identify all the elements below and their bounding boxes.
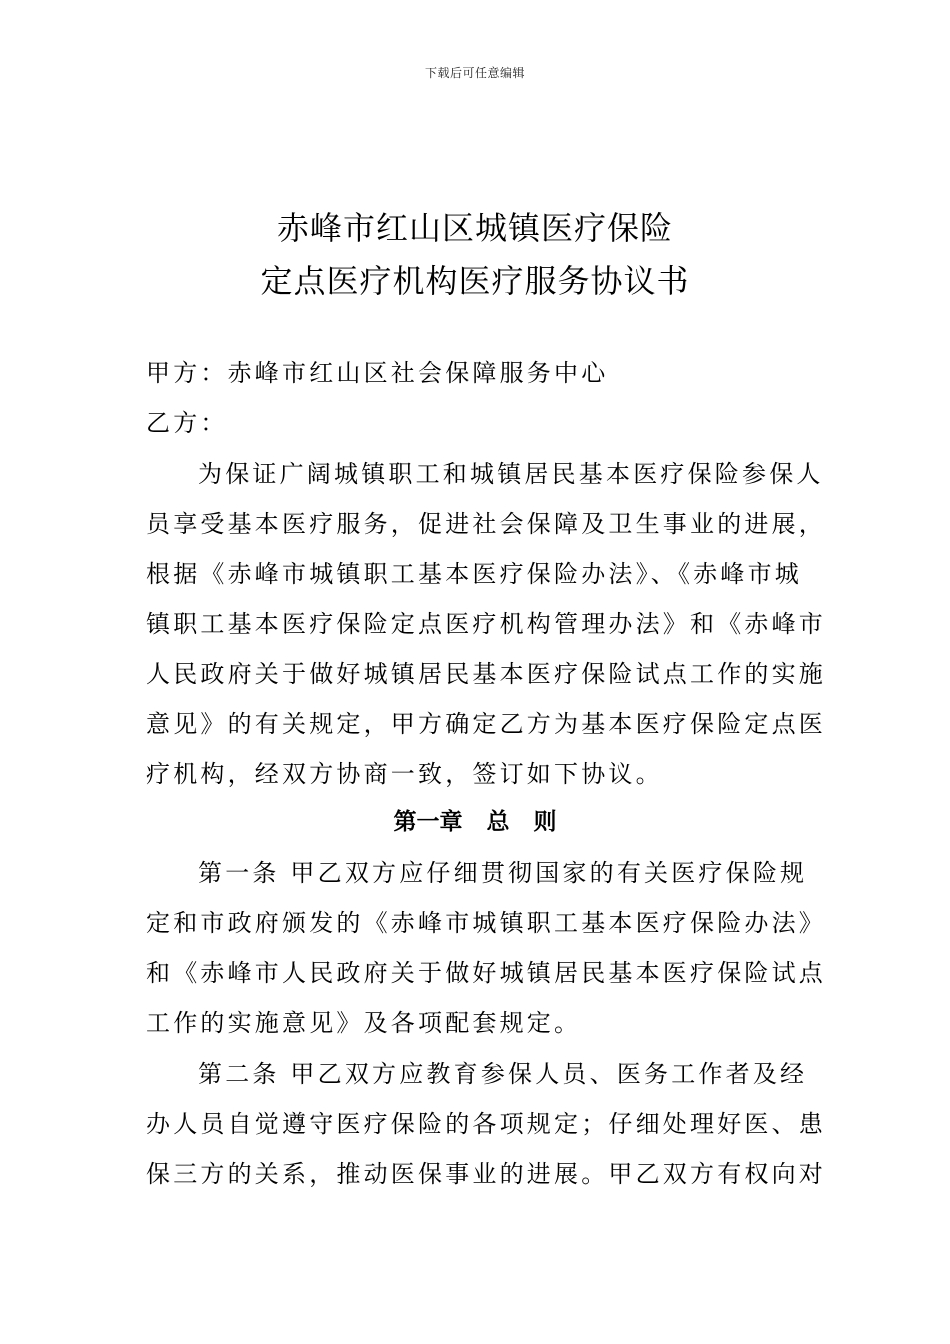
article-2-line: 办人员自觉遵守医疗保险的各项规定；仔细处理好医、患	[146, 1110, 826, 1138]
preamble-line: 镇职工基本医疗保险定点医疗机构管理办法》和《赤峰市	[146, 610, 826, 638]
preamble-line: 员享受基本医疗服务，促进社会保障及卫生事业的进展，	[146, 510, 826, 538]
header-note: 下载后可任意编辑	[424, 66, 525, 80]
article-1-line: 和《赤峰市人民政府关于做好城镇居民基本医疗保险试点	[146, 959, 826, 987]
preamble-line: 人民政府关于做好城镇居民基本医疗保险试点工作的实施	[146, 660, 826, 688]
preamble-line: 为保证广阔城镇职工和城镇居民基本医疗保险参保人	[198, 460, 824, 488]
preamble-line: 根据《赤峰市城镇职工基本医疗保险办法》、《赤峰市城	[146, 560, 802, 588]
chapter-heading: 第一章 总 则	[393, 809, 557, 835]
article-1-line: 定和市政府颁发的《赤峰市城镇职工基本医疗保险办法》	[146, 909, 826, 937]
preamble-line: 疗机构，经双方协商一致，签订如下协议。	[146, 760, 663, 788]
document-title-line-1: 赤峰市红山区城镇医疗保险	[276, 209, 673, 247]
article-1-line: 工作的实施意见》及各项配套规定。	[146, 1009, 582, 1037]
party-a: 甲方：赤峰市红山区社会保障服务中心	[146, 359, 609, 387]
party-b: 乙方：	[146, 409, 228, 437]
article-2-line: 第二条 甲乙双方应教育参保人员、医务工作者及经	[198, 1060, 808, 1088]
article-2-line: 保三方的关系，推动医保事业的进展。甲乙双方有权向对	[146, 1160, 826, 1188]
document-title-line-2: 定点医疗机构医疗服务协议书	[260, 262, 690, 300]
article-1-line: 第一条 甲乙双方应仔细贯彻国家的有关医疗保险规	[198, 859, 808, 887]
preamble-line: 意见》的有关规定，甲方确定乙方为基本医疗保险定点医	[146, 710, 826, 738]
